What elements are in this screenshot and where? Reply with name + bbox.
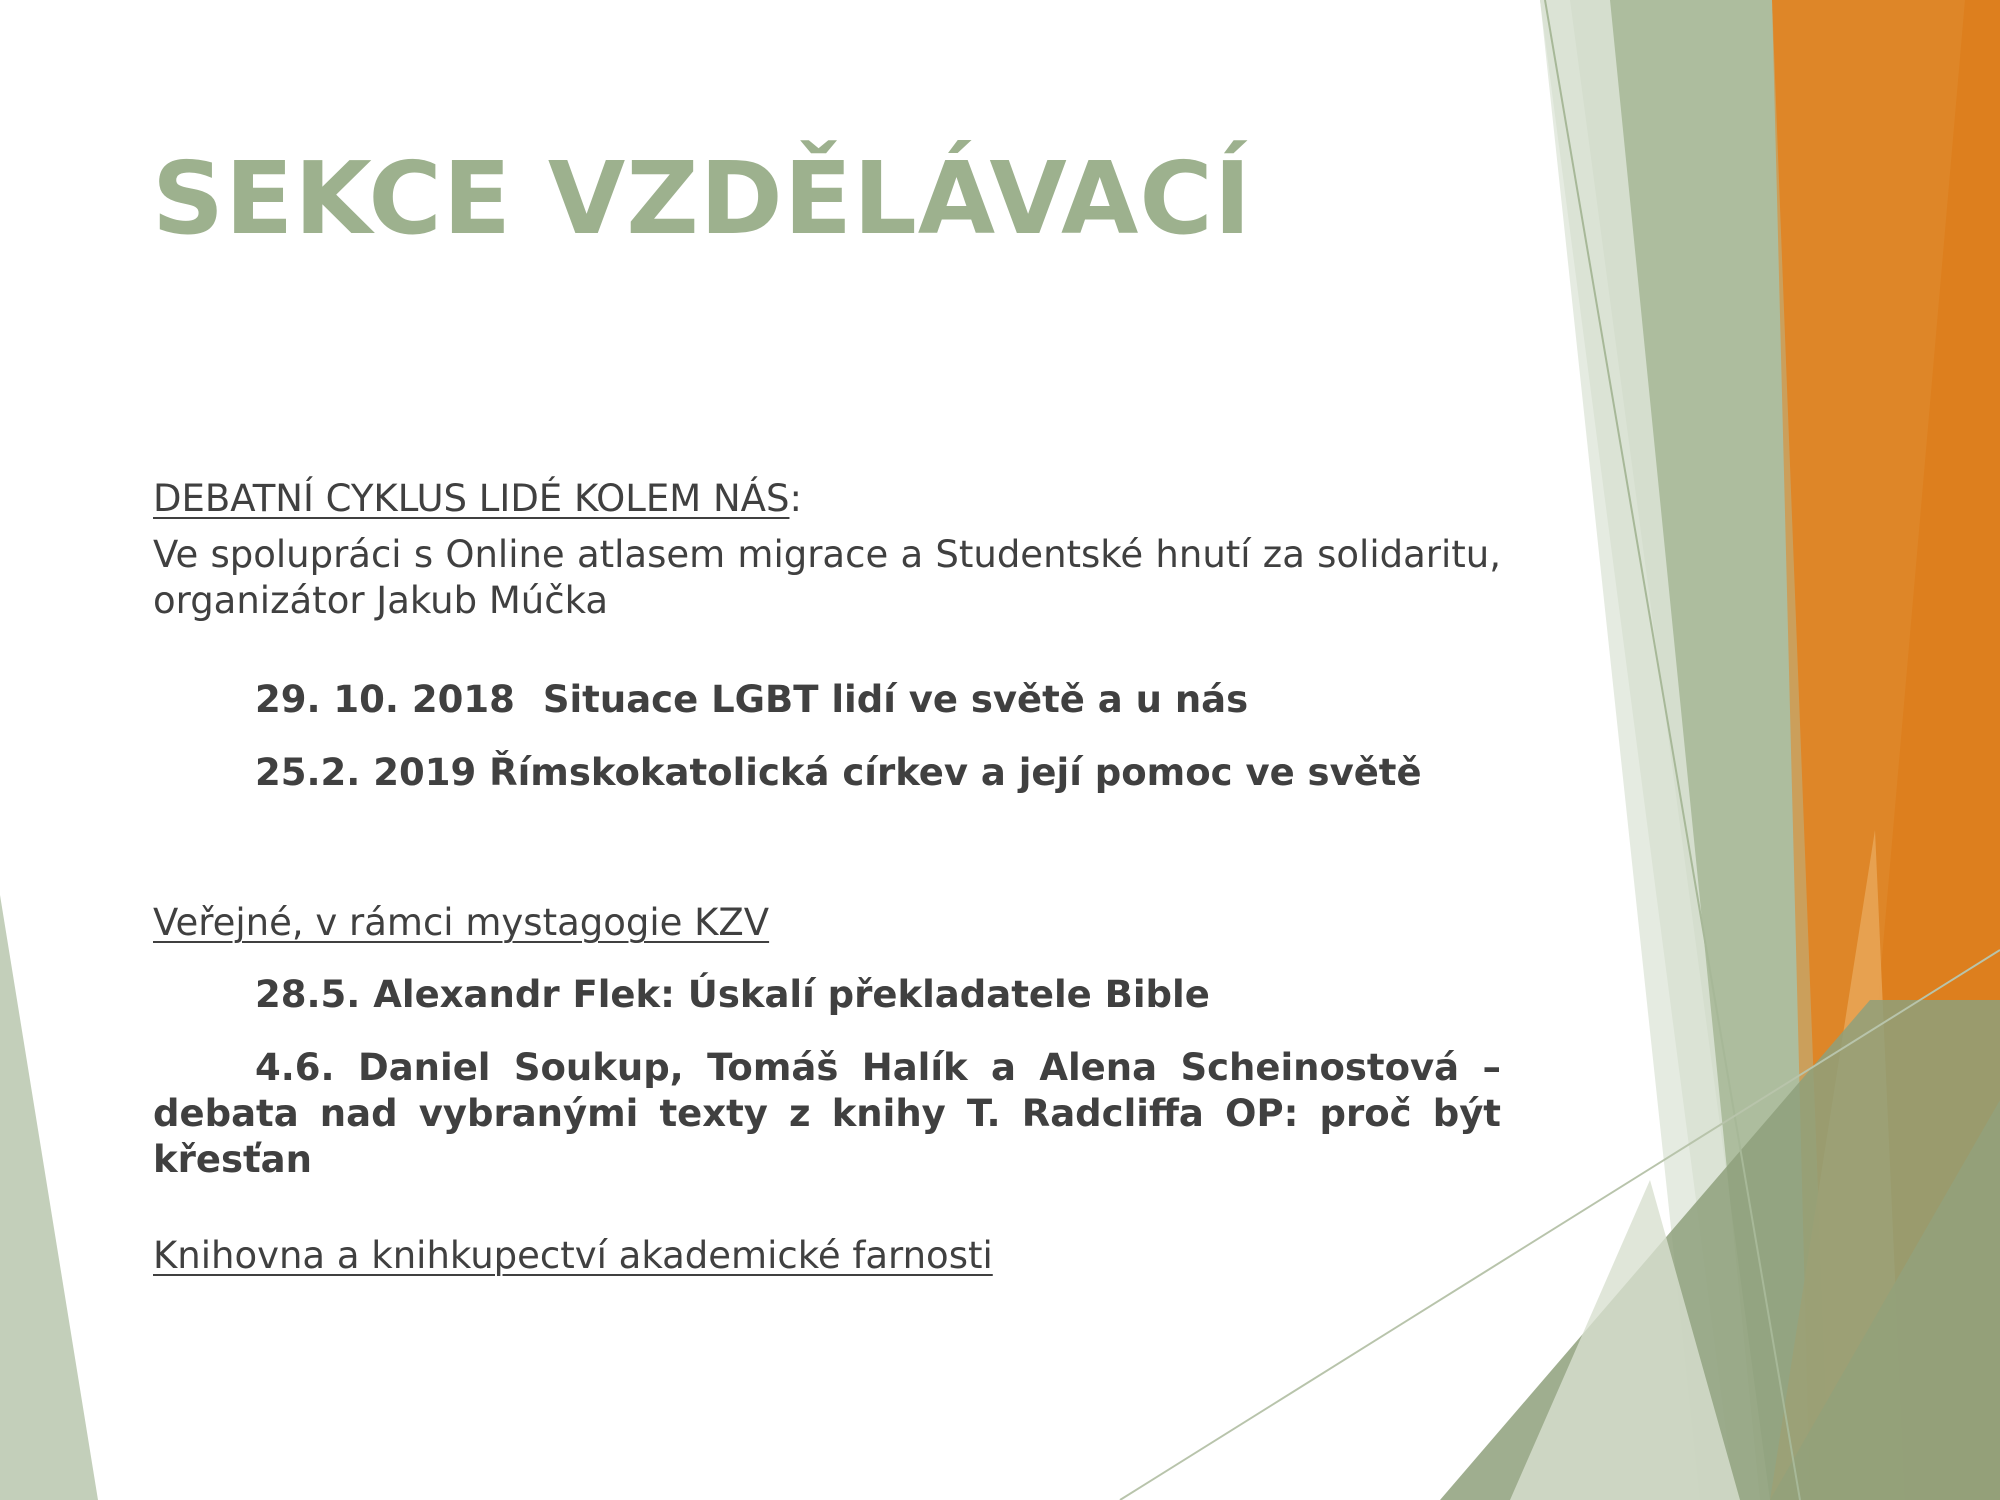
event-text: Situace LGBT lidí ve světě a u nás	[542, 678, 1249, 721]
event-text: Daniel Soukup, Tomáš Halík a Alena Scheinostová – debata nad vybranými texty z knihy T. Radcliffa OP: proč být křesťan	[153, 1046, 1501, 1181]
event-item	[153, 1045, 1501, 1183]
event-date: 29. 10. 2018	[255, 678, 515, 721]
event-date: 28.5.	[255, 973, 361, 1016]
library-heading-link: Knihovna a knihkupectví akademické farnosti	[153, 1234, 993, 1277]
event-item	[153, 972, 1501, 1018]
event-text: Římskokatolická církev a její pomoc ve světě	[489, 751, 1422, 794]
event-date: 4.6.	[255, 1046, 335, 1089]
left-green-shape	[0, 895, 98, 1500]
public-heading	[153, 900, 1501, 946]
slide-title: SEKCE VZDĚLÁVACÍ	[152, 140, 1252, 257]
event-date: 25.2. 2019	[255, 751, 477, 794]
public-heading-link: Veřejné, v rámci mystagogie KZV	[153, 901, 770, 944]
event-text: Alexandr Flek: Úskalí překladatele Bible	[373, 973, 1210, 1016]
event-item	[153, 750, 1501, 796]
debate-heading: DEBATNÍ CYKLUS LIDÉ KOLEM NÁS:	[153, 477, 802, 520]
event-item	[153, 677, 1501, 723]
debate-heading-link: DEBATNÍ CYKLUS LIDÉ KOLEM NÁS	[153, 477, 790, 520]
slide-content	[153, 476, 1501, 1279]
library-heading	[153, 1233, 1501, 1279]
debate-description: Ve spolupráci s Online atlasem migrace a Studentské hnutí za solidaritu, organizátor Jakub Múčka	[153, 533, 1501, 622]
